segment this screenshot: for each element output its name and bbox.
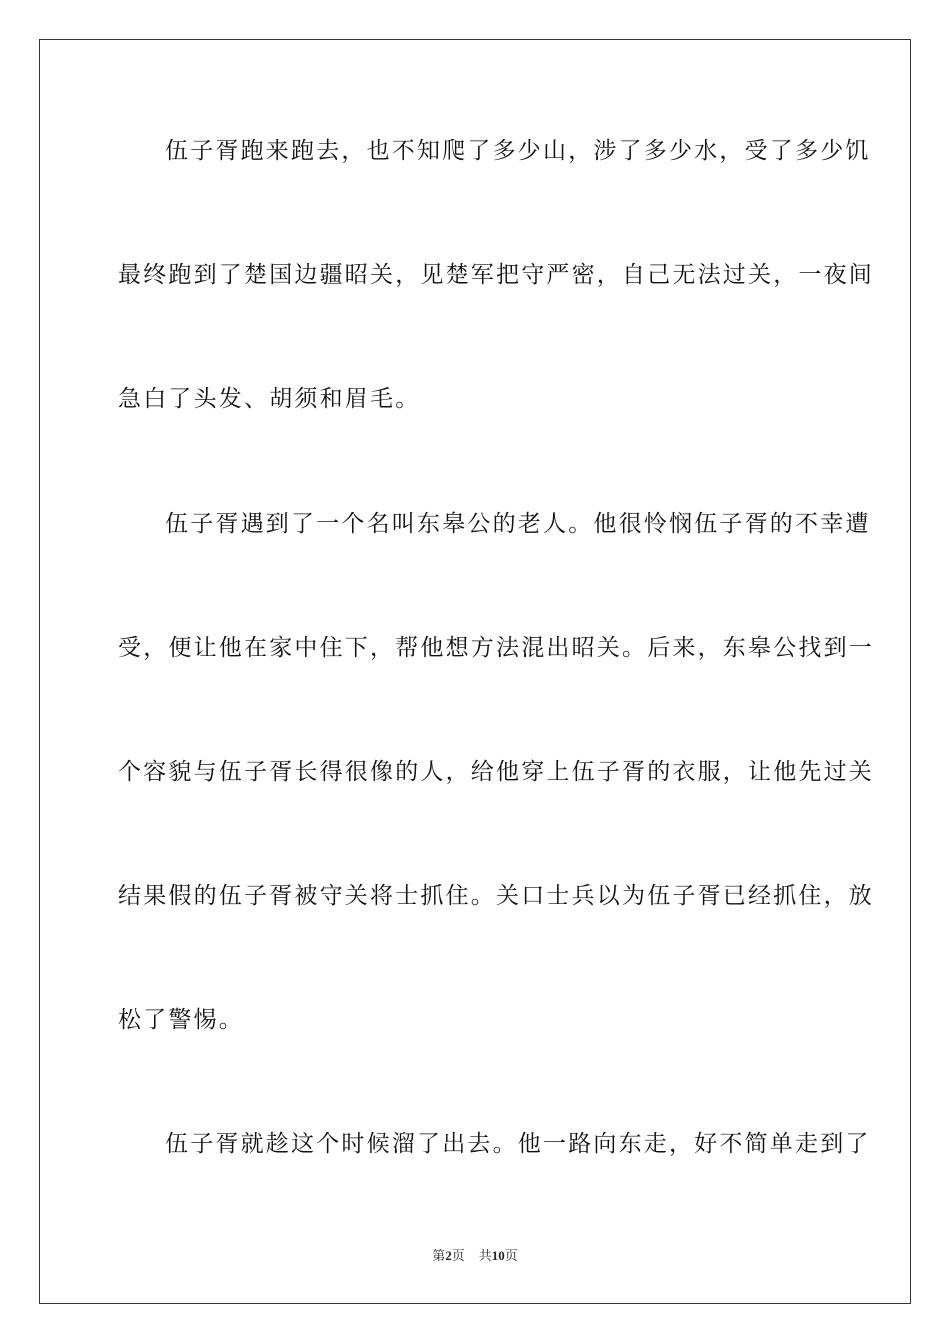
text-line-7: 结果假的伍子胥被守关将士抓住。关口士兵以为伍子胥已经抓住，放 — [118, 883, 874, 909]
total-suffix: 页 — [504, 1248, 518, 1263]
text-line-5: 受，便让他在家中住下，帮他想方法混出昭关。后来，东皋公找到一 — [118, 635, 874, 661]
text-line-2: 最终跑到了楚国边疆昭关，见楚军把守严密，自己无法过关，一夜间 — [118, 262, 874, 288]
text-line-3: 急白了头发、胡须和眉毛。 — [118, 386, 421, 412]
page-border — [39, 39, 911, 1304]
text-line-8: 松了警惕。 — [118, 1007, 244, 1033]
page-prefix: 第 — [432, 1248, 446, 1263]
total-pages: 10 — [491, 1248, 505, 1263]
text-line-9: 伍子胥就趁这个时候溜了出去。他一路向东走，好不简单走到了 — [165, 1131, 871, 1157]
total-prefix: 共 — [478, 1248, 492, 1263]
page-number: 2 — [445, 1248, 452, 1263]
page-suffix: 页 — [451, 1248, 465, 1263]
text-line-1: 伍子胥跑来跑去，也不知爬了多少山，涉了多少水，受了多少饥 — [165, 138, 871, 164]
text-line-6: 个容貌与伍子胥长得很像的人，给他穿上伍子胥的衣服，让他先过关 — [118, 759, 874, 785]
page-footer — [0, 1247, 950, 1265]
text-line-4: 伍子胥遇到了一个名叫东皋公的老人。他很怜悯伍子胥的不幸遭 — [165, 511, 871, 537]
